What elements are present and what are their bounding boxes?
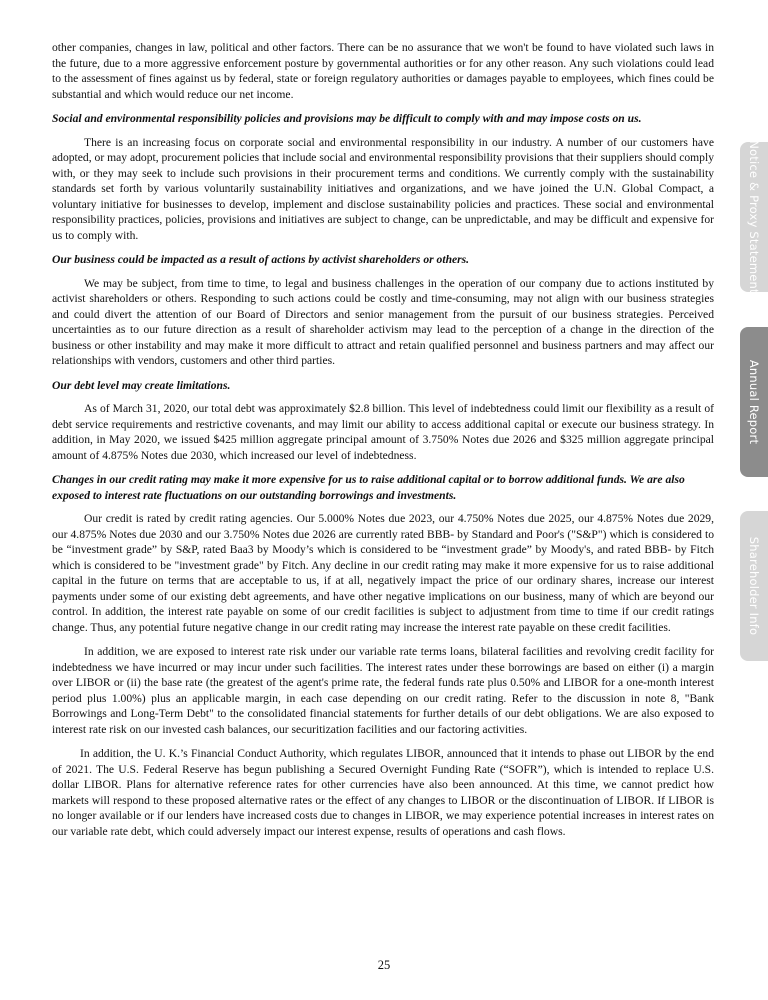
section-heading: Our business could be impacted as a result of actions by activist shareholders or others. xyxy=(52,253,470,266)
tab-shareholder-info[interactable] xyxy=(740,511,768,661)
paragraph: In addition, we are exposed to interest rate risk under our variable rate terms loans, bilateral facilities and revolving credit facility for indebtedness we have incurred or may incur under such facilities. The interest rates under these borrowings are based on either (i) a margin over LIBOR or (ii) the base rate (the greatest of the agent's prime rate, the federal funds rate plus 0.50% and LIBOR for a one-month interest period plus 1.00%) plus an applicable margin, in each case depending on our credit rating. Refer to the discussion in note 8, "Bank Borrowings and Long-Term Debt" to the consolidated financial statements for further details of our debt obligations. We are also exposed to interest rate risk on our invested cash balances, our securitization facilities and our factoring activities. xyxy=(52,645,714,736)
tab-label: Shareholder Info xyxy=(747,536,761,636)
paragraph: We may be subject, from time to time, to legal and business challenges in the operation of our company due to actions instituted by activist shareholders or others. Responding to such actions could be costly and time-consuming, may not align with our business strategies and could divert the attention of our Board of Directors and senior management from the pursuit of our business strategies. Perceived uncertainties as to our future direction as a result of shareholder activism may lead to the perception of a change in the direction of the business or other instability and may make it more difficult to attract and retain qualified personnel and business partners and may affect our relationships with vendors, customers and other third parties. xyxy=(52,276,714,367)
paragraph: In addition, the U. K.’s Financial Conduct Authority, which regulates LIBOR, announced that it intends to phase out LIBOR by the end of 2021. The U.S. Federal Reserve has begun publishing a Secured Overnight Funding Rate (“SOFR”), which is intended to replace U.S. dollar LIBOR. Plans for alternative reference rates for other currencies have also been announced. At this time, we cannot predict how markets will respond to these proposed alternative rates or the effect of any changes to LIBOR or the discontinuation of LIBOR. If LIBOR is no longer available or if our lenders have increased costs due to changes in LIBOR, we may experience potential increases in interest rates on our variable rate debt, which could adversely impact our interest expense, results of operations and cash flows. xyxy=(52,747,714,838)
tab-label: Annual Report xyxy=(747,359,761,445)
tab-annual-report[interactable] xyxy=(740,327,768,477)
tab-label: Notice & Proxy Statement xyxy=(747,140,761,294)
section-heading: Our debt level may create limitations. xyxy=(52,378,231,392)
section-heading: Changes in our credit rating may make it more expensive for us to raise additional capital or to borrow additional funds. We are also exposed to interest rate fluctuations on our outstanding borrowings and investments. xyxy=(52,473,685,502)
paragraph: Our credit is rated by credit rating agencies. Our 5.000% Notes due 2023, our 4.750% Notes due 2025, our 4.875% Notes due 2029, our 4.875% Notes due 2030 and our 3.750% Notes due 2026 are currently rated BBB- by Standard and Poor's ("S&P") which is considered to be “investment grade” by S&P, rated Baa3 by Moody’s which is considered to be “investment grade” by Moody's, and rated BBB- by Fitch which is considered to be "investment grade" by Fitch. Any decline in our credit rating may make it more expensive for us to raise additional capital in the future on terms that are acceptable to us, if at all, negatively impact the price of our ordinary shares, increase our interest payments under some of our existing debt agreements, and have other negative implications on our business, many of which are beyond our control. In addition, the interest rate payable on some of our credit facilities is subject to adjustment from time to time if our credit ratings change. Thus, any potential future negative change in our credit rating may increase the interest rate payable on these credit facilities. xyxy=(52,512,714,634)
paragraph: As of March 31, 2020, our total debt was approximately $2.8 billion. This level of indebtedness could limit our flexibility as a result of debt service requirements and restrictive covenants, and may limit our ability to access additional capital or execute our business strategy. In addition, in May 2020, we issued $425 million aggregate principal amount of 3.750% Notes due 2026 and $325 million aggregate principal amount of 4.875% Notes due 2030, which increased our level of indebtedness. xyxy=(52,402,714,462)
paragraph: There is an increasing focus on corporate social and environmental responsibility in our industry. A number of our customers have adopted, or may adopt, procurement policies that include social and environmental responsibility provisions that their suppliers should comply with, or they may seek to include such provisions in their procurement terms and conditions. We currently comply with the sustainability standards set forth by various voluntarily sustainability initiatives and organizations, and we have joined the U.N. Global Compact, a voluntary initiative for businesses to develop, implement and disclose sustainability policies and practices. These social and environmental responsibility practices, policies, provisions and initiatives are subject to change, can be unpredictable, and may be difficult and expensive for us to comply with. xyxy=(52,135,714,242)
section-heading: Social and environmental responsibility policies and provisions may be difficult to comply with and may impose costs on us. xyxy=(52,112,642,125)
document-body xyxy=(52,40,714,848)
tab-notice-proxy-statement[interactable] xyxy=(740,142,768,292)
paragraph: other companies, changes in law, political and other factors. There can be no assurance that we won't be found to have violated such laws in the future, due to a more aggressive enforcement posture by governmental authorities or for any other reason. Any such violations could lead to the assessment of fines against us by federal, state or foreign regulatory authorities or damages payable to employees, which fines could be substantial and which would reduce our net income. xyxy=(52,41,714,101)
page-number: 25 xyxy=(377,958,391,972)
